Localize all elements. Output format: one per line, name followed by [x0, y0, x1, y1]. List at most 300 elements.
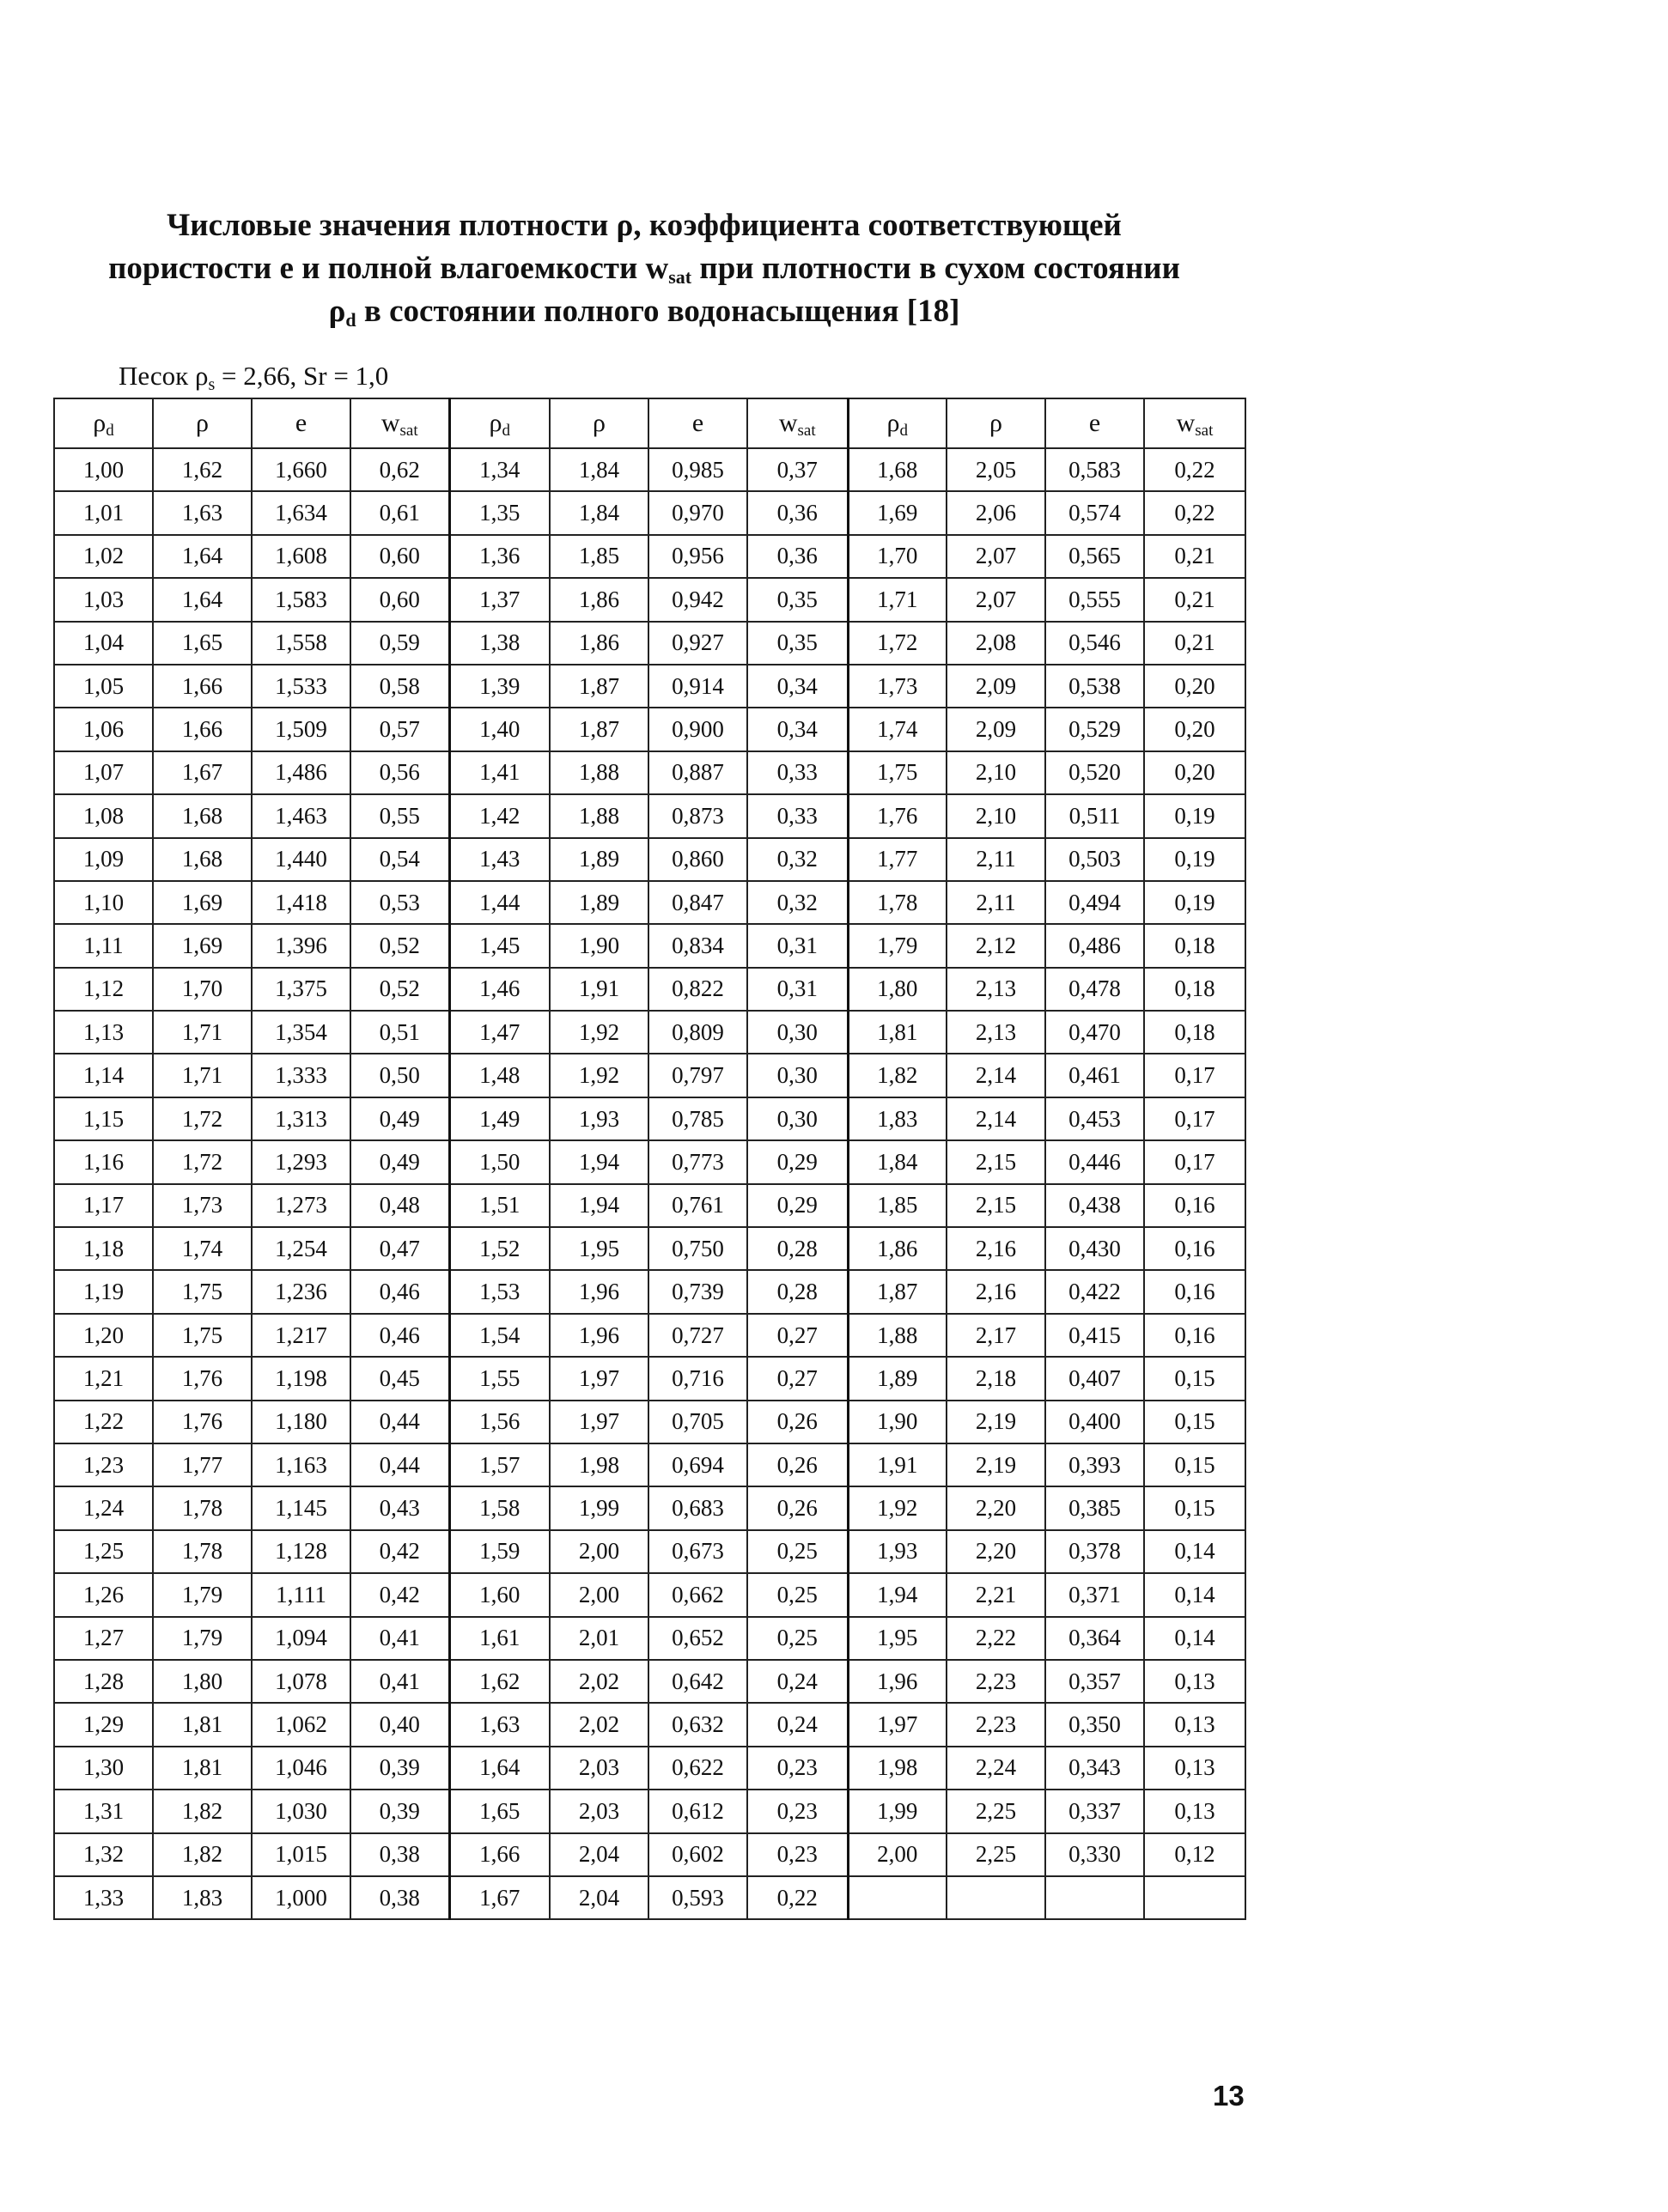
- header-subscript: d: [899, 422, 908, 440]
- column-header: [449, 398, 550, 448]
- table-cell: 1,32: [54, 1833, 153, 1876]
- table-row: [54, 1833, 1245, 1876]
- column-header: e: [252, 398, 350, 448]
- column-header: [1144, 398, 1245, 448]
- table-cell: 1,82: [848, 1054, 947, 1097]
- table-cell: 0,49: [350, 1140, 449, 1183]
- table-cell: 1,71: [153, 1011, 252, 1054]
- title-line-2-post: при плотности в сухом состоянии: [691, 251, 1180, 286]
- column-header: e: [1045, 398, 1144, 448]
- table-cell: 2,05: [947, 448, 1045, 491]
- table-row: [54, 1357, 1245, 1400]
- table-cell: 2,04: [550, 1833, 648, 1876]
- table-cell: 0,357: [1045, 1660, 1144, 1703]
- table-cell: 1,76: [153, 1401, 252, 1443]
- table-cell: 0,873: [648, 794, 747, 837]
- table-cell: 1,64: [153, 578, 252, 621]
- table-cell: 1,00: [54, 448, 153, 491]
- table-row: [54, 838, 1245, 881]
- table-cell: 0,914: [648, 665, 747, 708]
- table-cell: 2,20: [947, 1530, 1045, 1573]
- table-cell: 0,41: [350, 1617, 449, 1660]
- table-cell: 1,63: [153, 491, 252, 534]
- table-cell: 2,14: [947, 1097, 1045, 1140]
- table-row: [54, 1876, 1245, 1919]
- table-cell: 0,22: [747, 1876, 848, 1919]
- table-cell: 1,36: [449, 535, 550, 578]
- table-cell: 0,461: [1045, 1054, 1144, 1097]
- table-cell: 0,56: [350, 751, 449, 794]
- table-cell: 0,529: [1045, 708, 1144, 750]
- table-cell: 1,236: [252, 1270, 350, 1313]
- table-cell: 0,60: [350, 578, 449, 621]
- table-cell: 1,76: [848, 794, 947, 837]
- table-cell: 0,29: [747, 1140, 848, 1183]
- table-cell: 0,33: [747, 751, 848, 794]
- table-cell: 1,046: [252, 1747, 350, 1790]
- table-cell: 0,14: [1144, 1573, 1245, 1616]
- table-cell: 0,20: [1144, 751, 1245, 794]
- table-cell: 0,19: [1144, 881, 1245, 924]
- table-cell: 1,96: [550, 1270, 648, 1313]
- table-row: [54, 1530, 1245, 1573]
- table-cell: 0,673: [648, 1530, 747, 1573]
- table-row: [54, 622, 1245, 665]
- table-cell: 1,40: [449, 708, 550, 750]
- table-cell: 2,17: [947, 1314, 1045, 1357]
- table-cell: 1,56: [449, 1401, 550, 1443]
- table-cell: 1,70: [153, 968, 252, 1011]
- table-cell: 0,453: [1045, 1097, 1144, 1140]
- table-cell: 0,430: [1045, 1227, 1144, 1270]
- table-row: [54, 1573, 1245, 1616]
- table-cell: 1,75: [848, 751, 947, 794]
- table-cell: 0,28: [747, 1270, 848, 1313]
- table-cell: 0,652: [648, 1617, 747, 1660]
- table-cell: 2,24: [947, 1747, 1045, 1790]
- table-cell: 1,77: [848, 838, 947, 881]
- table-cell: 1,94: [550, 1184, 648, 1227]
- table-cell: 0,18: [1144, 924, 1245, 967]
- table-cell: 1,33: [54, 1876, 153, 1919]
- table-cell: 2,13: [947, 968, 1045, 1011]
- density-table: [53, 398, 1246, 1920]
- table-cell: 0,39: [350, 1790, 449, 1832]
- table-cell: 1,078: [252, 1660, 350, 1703]
- table-cell: 0,503: [1045, 838, 1144, 881]
- table-cell: 0,23: [747, 1833, 848, 1876]
- table-cell: 1,217: [252, 1314, 350, 1357]
- table-cell: 0,16: [1144, 1227, 1245, 1270]
- table-cell: 0,32: [747, 881, 848, 924]
- table-cell: 2,16: [947, 1227, 1045, 1270]
- table-cell: [1045, 1876, 1144, 1919]
- table-cell: 1,83: [153, 1876, 252, 1919]
- table-cell: 1,78: [848, 881, 947, 924]
- table-cell: 1,375: [252, 968, 350, 1011]
- table-cell: 1,97: [848, 1703, 947, 1746]
- table-cell: 1,89: [550, 838, 648, 881]
- table-cell: 1,333: [252, 1054, 350, 1097]
- table-cell: 0,970: [648, 491, 747, 534]
- table-cell: 1,03: [54, 578, 153, 621]
- table-cell: 2,15: [947, 1140, 1045, 1183]
- table-row: [54, 1011, 1245, 1054]
- table-cell: 1,95: [848, 1617, 947, 1660]
- table-cell: 0,33: [747, 794, 848, 837]
- table-cell: 1,78: [153, 1530, 252, 1573]
- table-cell: 1,31: [54, 1790, 153, 1832]
- table-cell: 0,622: [648, 1747, 747, 1790]
- table-cell: 1,88: [550, 794, 648, 837]
- table-cell: 1,82: [153, 1833, 252, 1876]
- table-cell: 0,18: [1144, 968, 1245, 1011]
- table-cell: 1,96: [848, 1660, 947, 1703]
- column-header: [54, 398, 153, 448]
- table-cell: 0,446: [1045, 1140, 1144, 1183]
- table-cell: 0,21: [1144, 578, 1245, 621]
- table-cell: 0,26: [747, 1443, 848, 1486]
- table-cell: 1,18: [54, 1227, 153, 1270]
- table-cell: 0,593: [648, 1876, 747, 1919]
- table-cell: 1,57: [449, 1443, 550, 1486]
- title-line-2: [52, 247, 1237, 290]
- table-cell: 1,15: [54, 1097, 153, 1140]
- header-symbol: ρ: [489, 409, 502, 437]
- table-cell: 1,71: [848, 578, 947, 621]
- table-cell: 1,62: [153, 448, 252, 491]
- table-cell: 2,25: [947, 1790, 1045, 1832]
- table-cell: 0,393: [1045, 1443, 1144, 1486]
- table-cell: 1,313: [252, 1097, 350, 1140]
- table-cell: 1,86: [550, 622, 648, 665]
- table-cell: 0,53: [350, 881, 449, 924]
- table-cell: 0,27: [747, 1314, 848, 1357]
- table-row: [54, 1486, 1245, 1529]
- table-cell: 1,015: [252, 1833, 350, 1876]
- table-cell: 1,82: [153, 1790, 252, 1832]
- table-cell: 1,128: [252, 1530, 350, 1573]
- table-cell: 2,00: [848, 1833, 947, 1876]
- table-cell: 1,55: [449, 1357, 550, 1400]
- table-cell: 1,180: [252, 1401, 350, 1443]
- table-header-row: [54, 398, 1245, 448]
- table-row: [54, 1227, 1245, 1270]
- table-cell: 1,29: [54, 1703, 153, 1746]
- table-cell: 2,01: [550, 1617, 648, 1660]
- table-cell: 1,67: [449, 1876, 550, 1919]
- table-cell: 0,942: [648, 578, 747, 621]
- table-cell: 0,809: [648, 1011, 747, 1054]
- table-cell: 0,31: [747, 924, 848, 967]
- table-cell: 0,51: [350, 1011, 449, 1054]
- table-cell: 1,75: [153, 1314, 252, 1357]
- table-cell: 1,24: [54, 1486, 153, 1529]
- table-cell: 0,847: [648, 881, 747, 924]
- table-cell: 0,42: [350, 1573, 449, 1616]
- table-cell: 2,07: [947, 535, 1045, 578]
- table-row: [54, 1097, 1245, 1140]
- table-cell: 0,739: [648, 1270, 747, 1313]
- table-cell: 2,23: [947, 1703, 1045, 1746]
- table-cell: 0,378: [1045, 1530, 1144, 1573]
- table-cell: 0,17: [1144, 1054, 1245, 1097]
- table-cell: 1,96: [550, 1314, 648, 1357]
- header-subscript: sat: [399, 422, 418, 440]
- column-header: e: [648, 398, 747, 448]
- table-cell: 2,08: [947, 622, 1045, 665]
- table-cell: 1,07: [54, 751, 153, 794]
- title-line-3-pre: ρ: [328, 294, 346, 329]
- table-row: [54, 1443, 1245, 1486]
- table-cell: 1,66: [153, 708, 252, 750]
- title-line-2-pre: пористости e и полной влагоемкости w: [108, 251, 669, 286]
- table-cell: 1,09: [54, 838, 153, 881]
- table-cell: 1,533: [252, 665, 350, 708]
- header-subscript: d: [502, 422, 510, 440]
- table-cell: 0,35: [747, 578, 848, 621]
- table-cell: 1,79: [153, 1573, 252, 1616]
- table-cell: 1,70: [848, 535, 947, 578]
- table-cell: 1,66: [449, 1833, 550, 1876]
- table-cell: 0,50: [350, 1054, 449, 1097]
- table-cell: [1144, 1876, 1245, 1919]
- table-cell: 1,06: [54, 708, 153, 750]
- table-cell: 2,18: [947, 1357, 1045, 1400]
- table-cell: 0,602: [648, 1833, 747, 1876]
- table-cell: 1,74: [153, 1227, 252, 1270]
- table-cell: 1,46: [449, 968, 550, 1011]
- header-subscript: sat: [797, 422, 816, 440]
- header-symbol: ρ: [886, 409, 900, 437]
- table-cell: 1,30: [54, 1747, 153, 1790]
- table-cell: 2,09: [947, 708, 1045, 750]
- table-cell: 0,22: [1144, 448, 1245, 491]
- header-symbol: w: [778, 409, 798, 437]
- table-cell: 0,574: [1045, 491, 1144, 534]
- table-cell: 1,97: [550, 1401, 648, 1443]
- table-cell: 1,75: [153, 1270, 252, 1313]
- table-cell: 1,77: [153, 1443, 252, 1486]
- table-cell: 1,21: [54, 1357, 153, 1400]
- title-line-1: Числовые значения плотности ρ, коэффициента соответствующей: [167, 208, 1122, 243]
- table-row: [54, 751, 1245, 794]
- table-cell: 0,385: [1045, 1486, 1144, 1529]
- table-cell: 0,683: [648, 1486, 747, 1529]
- table-row: [54, 794, 1245, 837]
- table-cell: 0,23: [747, 1747, 848, 1790]
- table-cell: 1,87: [550, 665, 648, 708]
- table-cell: 0,860: [648, 838, 747, 881]
- table-cell: 1,88: [848, 1314, 947, 1357]
- table-cell: 1,111: [252, 1573, 350, 1616]
- table-cell: 1,81: [848, 1011, 947, 1054]
- table-cell: 1,64: [153, 535, 252, 578]
- table-cell: 1,39: [449, 665, 550, 708]
- page-title: [52, 204, 1237, 333]
- table-cell: 1,93: [550, 1097, 648, 1140]
- table-cell: 0,24: [747, 1660, 848, 1703]
- table-cell: 0,520: [1045, 751, 1144, 794]
- table-row: [54, 491, 1245, 534]
- table-cell: 0,927: [648, 622, 747, 665]
- table-cell: 1,45: [449, 924, 550, 967]
- table-cell: 0,705: [648, 1401, 747, 1443]
- table-row: [54, 968, 1245, 1011]
- table-cell: 0,42: [350, 1530, 449, 1573]
- table-cell: 1,030: [252, 1790, 350, 1832]
- table-cell: 0,565: [1045, 535, 1144, 578]
- table-cell: 0,956: [648, 535, 747, 578]
- title-line-3-sub: d: [345, 309, 356, 331]
- column-header: ρ: [550, 398, 648, 448]
- table-cell: 1,463: [252, 794, 350, 837]
- table-cell: 1,99: [848, 1790, 947, 1832]
- table-cell: 1,43: [449, 838, 550, 881]
- table-cell: 0,330: [1045, 1833, 1144, 1876]
- table-row: [54, 1314, 1245, 1357]
- table-cell: 0,555: [1045, 578, 1144, 621]
- table-cell: 0,985: [648, 448, 747, 491]
- table-cell: 1,84: [550, 491, 648, 534]
- table-cell: 1,99: [550, 1486, 648, 1529]
- table-cell: 0,415: [1045, 1314, 1144, 1357]
- table-cell: 1,42: [449, 794, 550, 837]
- table-cell: 0,22: [1144, 491, 1245, 534]
- table-cell: 1,89: [550, 881, 648, 924]
- table-cell: 2,10: [947, 794, 1045, 837]
- table-cell: 0,49: [350, 1097, 449, 1140]
- table-cell: 1,47: [449, 1011, 550, 1054]
- table-cell: 1,12: [54, 968, 153, 1011]
- column-header: ρ: [153, 398, 252, 448]
- table-cell: 0,478: [1045, 968, 1144, 1011]
- table-cell: 0,511: [1045, 794, 1144, 837]
- table-cell: 1,90: [848, 1401, 947, 1443]
- table-cell: 0,486: [1045, 924, 1144, 967]
- table-cell: 1,71: [153, 1054, 252, 1097]
- table-cell: 2,11: [947, 838, 1045, 881]
- column-header: [747, 398, 848, 448]
- table-cell: 1,89: [848, 1357, 947, 1400]
- table-row: [54, 1747, 1245, 1790]
- table-row: [54, 578, 1245, 621]
- table-cell: 0,23: [747, 1790, 848, 1832]
- table-cell: 1,65: [449, 1790, 550, 1832]
- table-cell: 1,85: [848, 1184, 947, 1227]
- table-cell: 1,08: [54, 794, 153, 837]
- table-cell: 0,41: [350, 1660, 449, 1703]
- header-subscript: sat: [1195, 422, 1214, 440]
- table-cell: 1,80: [153, 1660, 252, 1703]
- table-caption-post: = 2,66, Sr = 1,0: [215, 361, 389, 391]
- table-cell: 1,01: [54, 491, 153, 534]
- table-cell: 0,59: [350, 622, 449, 665]
- table-cell: 0,642: [648, 1660, 747, 1703]
- table-cell: 2,06: [947, 491, 1045, 534]
- table-cell: 0,30: [747, 1097, 848, 1140]
- table-cell: 1,88: [550, 751, 648, 794]
- table-cell: 1,79: [848, 924, 947, 967]
- table-cell: 0,14: [1144, 1617, 1245, 1660]
- table-cell: 2,15: [947, 1184, 1045, 1227]
- table-caption-sub: s: [208, 375, 216, 394]
- table-cell: 2,03: [550, 1747, 648, 1790]
- table-cell: 0,25: [747, 1617, 848, 1660]
- table-cell: 1,95: [550, 1227, 648, 1270]
- table-cell: 0,364: [1045, 1617, 1144, 1660]
- table-cell: 0,662: [648, 1573, 747, 1616]
- table-cell: 1,44: [449, 881, 550, 924]
- table-cell: 1,27: [54, 1617, 153, 1660]
- table-cell: 1,198: [252, 1357, 350, 1400]
- table-cell: 0,438: [1045, 1184, 1144, 1227]
- table-caption: [119, 359, 388, 393]
- page-number: 13: [1213, 2080, 1245, 2112]
- table-cell: 0,343: [1045, 1747, 1144, 1790]
- table-caption-pre: Песок ρ: [119, 361, 209, 391]
- table-cell: 1,73: [848, 665, 947, 708]
- table-cell: 0,12: [1144, 1833, 1245, 1876]
- table-cell: 0,18: [1144, 1011, 1245, 1054]
- table-cell: 0,13: [1144, 1747, 1245, 1790]
- table-cell: 1,293: [252, 1140, 350, 1183]
- table-cell: 1,16: [54, 1140, 153, 1183]
- table-cell: 0,44: [350, 1401, 449, 1443]
- table-cell: 1,72: [153, 1097, 252, 1140]
- table-cell: 1,418: [252, 881, 350, 924]
- table-cell: 1,440: [252, 838, 350, 881]
- table-cell: 1,76: [153, 1357, 252, 1400]
- table-cell: 1,80: [848, 968, 947, 1011]
- table-cell: 0,337: [1045, 1790, 1144, 1832]
- table-cell: 0,17: [1144, 1140, 1245, 1183]
- table-cell: 0,38: [350, 1876, 449, 1919]
- table-cell: 0,20: [1144, 708, 1245, 750]
- table-cell: 0,16: [1144, 1184, 1245, 1227]
- table-cell: 0,28: [747, 1227, 848, 1270]
- table-cell: 1,25: [54, 1530, 153, 1573]
- table-cell: 0,13: [1144, 1660, 1245, 1703]
- table-cell: 2,21: [947, 1573, 1045, 1616]
- table-cell: 0,39: [350, 1747, 449, 1790]
- table-cell: 1,062: [252, 1703, 350, 1746]
- table-cell: 2,25: [947, 1833, 1045, 1876]
- table-cell: 0,43: [350, 1486, 449, 1529]
- table-cell: 1,37: [449, 578, 550, 621]
- table-cell: 1,50: [449, 1140, 550, 1183]
- table-cell: 0,58: [350, 665, 449, 708]
- table-cell: 0,750: [648, 1227, 747, 1270]
- table-cell: 2,16: [947, 1270, 1045, 1313]
- table-cell: 1,92: [848, 1486, 947, 1529]
- table-cell: 1,94: [848, 1573, 947, 1616]
- table-cell: 0,26: [747, 1401, 848, 1443]
- table-cell: 1,79: [153, 1617, 252, 1660]
- table-cell: 0,34: [747, 665, 848, 708]
- table-cell: 0,612: [648, 1790, 747, 1832]
- table-cell: 1,19: [54, 1270, 153, 1313]
- table-cell: 0,400: [1045, 1401, 1144, 1443]
- table-cell: 1,97: [550, 1357, 648, 1400]
- title-line-3-post: в состоянии полного водонасыщения [18]: [356, 294, 960, 329]
- table-cell: 1,13: [54, 1011, 153, 1054]
- table-cell: 0,29: [747, 1184, 848, 1227]
- table-cell: 2,23: [947, 1660, 1045, 1703]
- table-cell: 0,38: [350, 1833, 449, 1876]
- table-cell: 2,07: [947, 578, 1045, 621]
- table-cell: 2,09: [947, 665, 1045, 708]
